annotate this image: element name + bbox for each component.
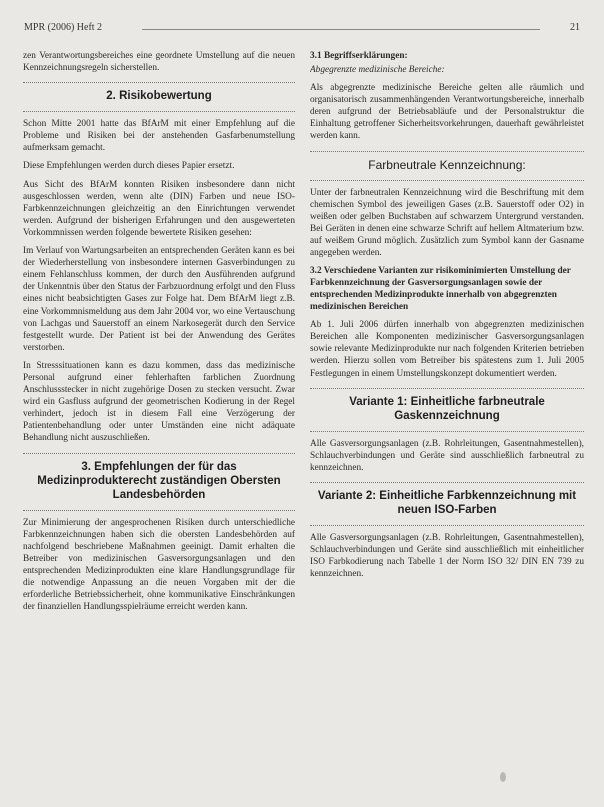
divider bbox=[310, 525, 584, 526]
header-rule bbox=[142, 29, 540, 30]
left-column bbox=[23, 50, 295, 787]
page-number: 21 bbox=[570, 22, 580, 33]
divider bbox=[310, 180, 584, 181]
divider bbox=[23, 510, 295, 511]
variante-2-heading: Variante 2: Einheitliche Farbkennzeichnung mit neuen ISO-Farben bbox=[317, 489, 577, 516]
divider bbox=[310, 151, 584, 152]
variante-1-heading: Variante 1: Einheitliche farbneutrale Gaskennzeichnung bbox=[349, 395, 545, 422]
scan-smudge bbox=[500, 772, 506, 782]
right-column bbox=[310, 50, 584, 787]
subsection-3-1-heading: 3.1 Begriffserklärungen: bbox=[310, 51, 408, 61]
running-header bbox=[24, 22, 580, 38]
section-2-paragraph-1: Schon Mitte 2001 hatte das BfArM mit einer Empfehlung auf die Probleme und Risiken bei der anstehenden Gasfarbenumstellung aufmerksam gemacht. bbox=[23, 119, 295, 154]
variante-2-paragraph: Alle Gasversorgungsanlagen (z.B. Rohrleitungen, Gasentnahmestellen), Schlauchverbindungen und Geräte sind ausschließlich mit einheitlicher ISO Farbkodierung nach Tabelle 1 der Norm ISO 32/ DIN EN 739 zu kennzeichnen. bbox=[310, 532, 584, 580]
section-2-paragraph-5: In Stresssituationen kann es dazu kommen, dass das medizinische Personal aufgrund einer fehlerhaften farblichen Zuordnung Anschlussstecker in nicht zugehörige Dosen zu stecken versucht. Zwar wird ein Gasfluss aufgrund der geometrischen Kodierung in der Regel verhindert, jedoch ist in diesem Fall eine Verzögerung der Patientenbehandlung oder unter Umständen eine nicht adäquate Behandlung nicht auszuschließen. bbox=[23, 360, 295, 444]
divider bbox=[310, 431, 584, 432]
divider bbox=[310, 388, 584, 389]
variante-1-paragraph: Alle Gasversorgungsanlagen (z.B. Rohrleitungen, Gasentnahmestellen), Schlauchverbindungen und Geräte sind ausschließlich farbneutral zu kennzeichnen. bbox=[310, 438, 584, 473]
section-3-heading: 3. Empfehlungen der für das Medizinprodukterecht zuständigen Obersten Landesbehörden bbox=[37, 460, 281, 501]
subsection-3-1-term: Abgegrenzte medizinische Bereiche: bbox=[310, 65, 445, 75]
journal-citation: MPR (2006) Heft 2 bbox=[24, 22, 103, 33]
farbneutral-heading: Farbneutrale Kennzeichnung: bbox=[368, 157, 526, 172]
divider bbox=[23, 453, 295, 454]
section-3-paragraph-1: Zur Minimierung der angesprochenen Risiken durch unterschiedliche Farbkennzeichnungen haben sich die obersten Landesbehörden auf nachfolgend beschriebene Maßnahmen geeinigt. Damit erhalten die Betreiber von medizinischen Gasversorgungsanlagen und den entsprechenden Medizinprodukten eine klare Handlungsgrundlage für die notwendige Anpassung an die neuen Vorgaben mit der die erforderliche Betriebssicherheit, ohne kommunikative Einschränkungen der finanziellen Handlungsspielräume erreicht werden kann. bbox=[23, 517, 295, 613]
subsection-3-1-paragraph: Als abgegrenzte medizinische Bereiche gelten alle räumlich und organisatorisch zusammenhängenden Verantwortungsbereiche, innerhalb deren aufgrund der Betriebsabläufe und der Personalstruktur die Einhaltung getroffener Sicherheitsvorkehrungen, dauerhaft gewährleistet werden kann. bbox=[310, 83, 584, 142]
section-2-paragraph-2: Diese Empfehlungen werden durch dieses Papier ersetzt. bbox=[23, 161, 235, 172]
section-2-paragraph-3: Aus Sicht des BfArM konnten Risiken insbesondere dann nicht ausgeschlossen werden, wenn alte (DIN) Farben und neue ISO-Farbkennzeichnungen gleichzeitig an den Einrichtungen verwendet werden. Aufgrund der bisherigen Erfahrungen und den ausgewerteten Vorkommnissen werden folgende bewertete Risiken gesehen: bbox=[23, 179, 295, 238]
intro-paragraph: zen Verantwortungsbereiches eine geordnete Umstellung auf die neuen Kennzeichnungsregeln sicherstellen. bbox=[23, 51, 295, 74]
divider bbox=[310, 482, 584, 483]
divider bbox=[23, 111, 295, 112]
subsection-3-2-paragraph: Ab 1. Juli 2006 dürfen innerhalb von abgegrenzten medizinischen Bereichen alle Komponenten medizinischer Gasversorgungsanlagen sowie relevante Medizinprodukte nur nach folgenden Kriterien betrieben werden. Hierzu sollen vom Betreiber bis spätestens zum 1. Juli 2005 Festlegungen in einem Umstellungskonzept dokumentiert werden. bbox=[310, 320, 584, 379]
divider bbox=[23, 82, 295, 83]
farbneutral-paragraph: Unter der farbneutralen Kennzeichnung wird die Beschriftung mit dem chemischen Symbol des jeweiligen Gases (z.B. Sauerstoff oder O2) in weißen oder gelben Buchstaben auf schwarzem Untergrund verstanden. Bei Geräten in denen eine schwarze Schrift auf hellem Altmaterium bzw. auf weißem Grund möglich. Zusätzlich zum Symbol kann der Gasname angegeben werden. bbox=[310, 187, 584, 259]
section-2-paragraph-4: Im Verlauf von Wartungsarbeiten an entsprechenden Geräten kann es bei der Wiederherstellung von insbesondere internen Gasverbindungen zu einem Fehlanschluss kommen, der durch den Ausführenden aufgrund der Unkenntnis über den Status der Farbzuordnung erfolgt und den Fluss eines nicht beabsichtigten Gases zur Folge hat. Dem BfArM liegt z.B. eine Vorkommnismeldung aus dem Jahr 2004 vor, wo eine Vertauschung von Lachgas und Sauerstoff an einem Narkosegerät durch den Service festgestellt wurde. Der Patient ist bei der Anwendung des Gerätes verstorben. bbox=[23, 246, 295, 353]
subsection-3-2-heading: 3.2 Verschiedene Varianten zur risikominimierten Umstellung der Farbkennzeichnung der Gasversorgungsanlagen sowie der entsprechenden Medizinprodukte innerhalb von abgegrenzten medizinischen Bereichen bbox=[310, 266, 571, 313]
section-2-heading: 2. Risikobewertung bbox=[106, 90, 212, 103]
